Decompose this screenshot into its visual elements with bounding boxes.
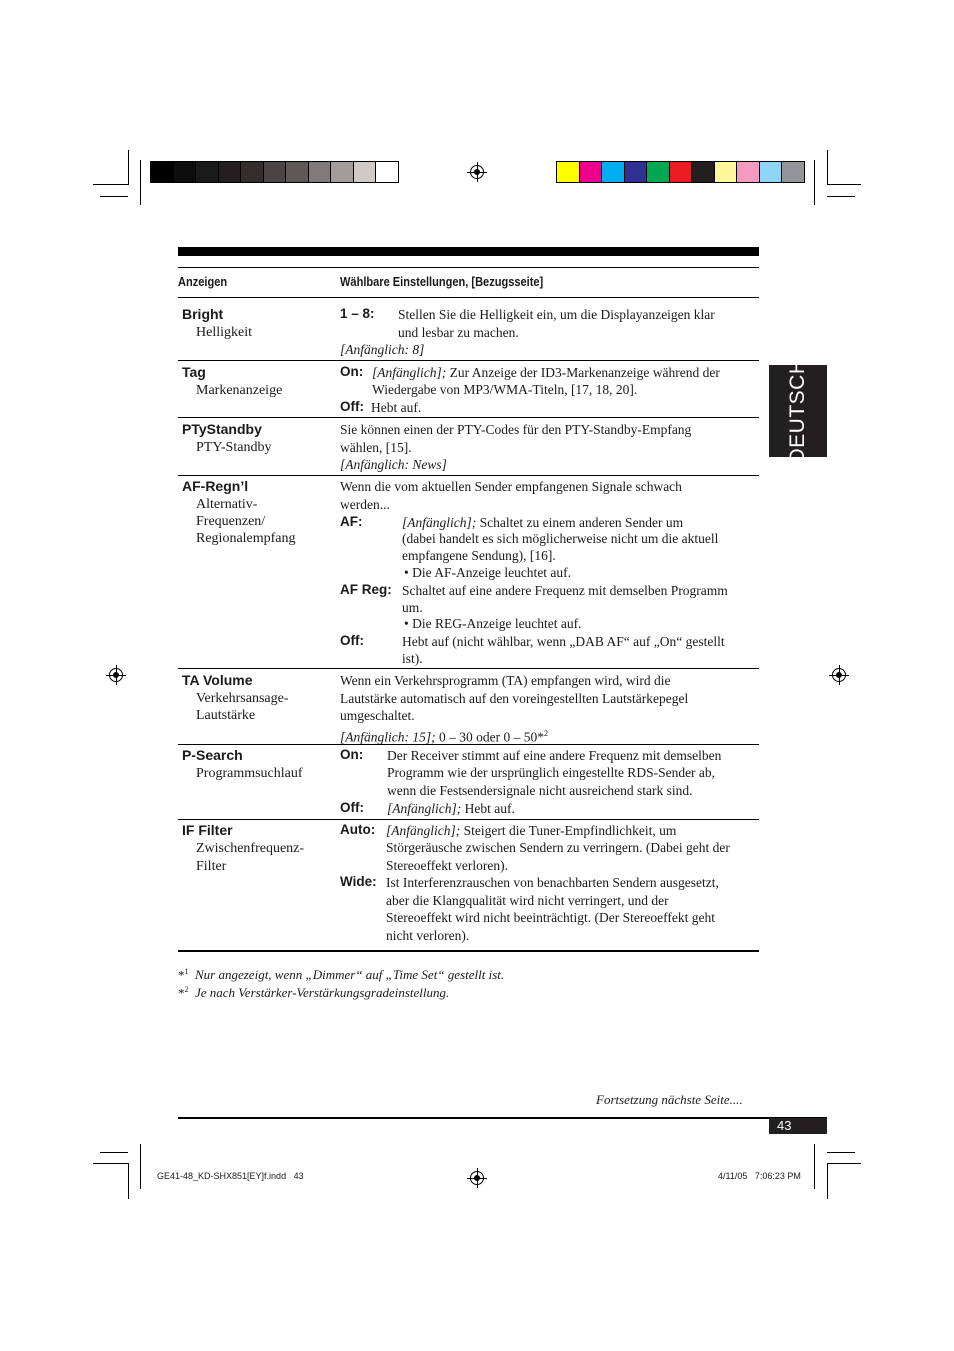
initial-marker: [Anfänglich: 15]; (340, 729, 436, 745)
divider (178, 475, 759, 476)
crop-mark (100, 196, 128, 197)
setting-name: AF-Regn’l (182, 478, 249, 494)
setting-name: P-Search (182, 747, 243, 763)
option-text (386, 822, 676, 840)
setting-description: Verkehrsansage- (196, 691, 289, 706)
color-swatch (240, 161, 264, 183)
option-text (387, 800, 515, 818)
option-text: Hebt auf. (371, 400, 422, 415)
footnote-number: 1 (184, 967, 189, 976)
option-label: AF Reg: (340, 582, 392, 597)
setting-description: Lautstärke (196, 708, 256, 723)
color-swatch (601, 161, 625, 183)
table-bottom-rule (178, 950, 759, 952)
option-label: Off: (340, 399, 364, 414)
crop-mark (827, 184, 861, 185)
footnote-number: 2 (184, 985, 189, 994)
color-swatch (624, 161, 648, 183)
color-swatch (646, 161, 670, 183)
option-text-part: Zur Anzeige der ID3-Markenanzeige während der (446, 365, 720, 380)
column-header-display: Anzeigen (178, 274, 228, 289)
divider (178, 668, 759, 669)
bullet-text: • Die AF-Anzeige leuchtet auf. (404, 565, 572, 580)
option-text (402, 514, 683, 532)
color-swatch (691, 161, 715, 183)
crop-mark (814, 1144, 815, 1189)
footnote-text: Je nach Verstärker-Verstärkungsgradeinstellung. (195, 985, 450, 1000)
color-swatch (263, 161, 287, 183)
option-text: aber die Klangqualität wird nicht verringert, und der (386, 893, 669, 908)
setting-description: Helligkeit (196, 325, 252, 340)
color-swatch (195, 161, 219, 183)
registration-mark-icon (470, 1171, 484, 1185)
option-text: um. (402, 600, 423, 615)
setting-description: Filter (196, 859, 227, 874)
option-label: Off: (340, 800, 364, 815)
option-text: und lesbar zu machen. (398, 325, 519, 340)
option-label: 1 – 8: (340, 306, 375, 321)
initial-value (340, 725, 548, 746)
option-text-part: Steigert die Tuner-Empfindlichkeit, um (460, 823, 677, 838)
divider (178, 297, 759, 298)
footnote-ref: 2 (544, 729, 548, 738)
setting-name: IF Filter (182, 822, 233, 838)
option-text: Programm wie der ursprünglich eingestellte RDS-Sender ab, (387, 765, 716, 780)
option-text: Schaltet auf eine andere Frequenz mit demselben Programm (402, 583, 728, 598)
setting-description: Programmsuchlauf (196, 766, 303, 781)
option-text: ist). (402, 651, 423, 666)
setting-name: Bright (182, 306, 224, 322)
color-swatch (579, 161, 603, 183)
registration-mark-icon (109, 668, 123, 682)
color-swatch (353, 161, 377, 183)
footnote-mark: * (178, 985, 185, 1001)
option-text: Stellen Sie die Helligkeit ein, um die Displayanzeigen klar (398, 307, 715, 322)
option-text: werden... (340, 497, 390, 512)
option-label: Auto: (340, 822, 376, 837)
option-text: Der Receiver stimmt auf eine andere Frequenz mit demselben (387, 748, 722, 763)
color-swatch (285, 161, 309, 183)
divider (178, 417, 759, 418)
crop-mark (140, 1144, 141, 1189)
option-text (372, 364, 720, 382)
page-number-tab (769, 1118, 827, 1134)
option-text: Sie können einen der PTY-Codes für den PTY-Standby-Empfang (340, 422, 692, 437)
divider (178, 744, 759, 745)
crop-mark (128, 150, 129, 185)
footnote (178, 967, 505, 983)
option-text: Wenn ein Verkehrsprogramm (TA) empfangen wird, wird die (340, 673, 671, 688)
setting-description: Regionalempfang (196, 531, 296, 546)
option-text: wenn die Festsendersignale nicht ausreichend stark sind. (387, 783, 693, 798)
footnote-text: Nur angezeigt, wenn „Dimmer“ auf „Time Set“ gestellt ist. (195, 967, 505, 982)
color-swatch (308, 161, 332, 183)
setting-description: Zwischenfrequenz- (196, 841, 305, 856)
option-text-part: Schaltet zu einem anderen Sender um (476, 515, 684, 530)
crop-mark (93, 1163, 129, 1164)
color-swatch (375, 161, 399, 183)
language-tab-label: DEUTSCH (786, 358, 809, 464)
initial-value: [Anfänglich: News] (340, 457, 447, 472)
initial-marker: [Anfänglich]; (387, 801, 462, 816)
setting-name: TA Volume (182, 672, 253, 688)
option-label: On: (340, 747, 364, 762)
initial-marker: [Anfänglich]; (402, 515, 477, 530)
option-text: Stereoeffekt verloren). (386, 858, 508, 873)
language-tab (769, 358, 827, 464)
crop-mark (140, 160, 141, 205)
crop-mark (827, 196, 855, 197)
divider (178, 360, 759, 361)
crop-mark (827, 150, 828, 185)
color-swatch (714, 161, 738, 183)
registration-mark-icon (832, 668, 846, 682)
color-swatch (669, 161, 693, 183)
range-text: 0 – 30 oder 0 – 50* (435, 729, 544, 745)
option-text: empfangene Sendung), [16]. (402, 548, 556, 563)
setting-description: PTY-Standby (196, 440, 272, 455)
page-number: 43 (777, 1118, 792, 1133)
setting-name: Tag (182, 364, 206, 380)
setting-description: Markenanzeige (196, 383, 283, 398)
option-text: Stereoeffekt wird nicht beeinträchtigt. (Der Stereoeffekt geht (386, 910, 715, 925)
bottom-rule (178, 1117, 827, 1119)
crop-mark (128, 1163, 129, 1199)
option-text: wählen, [15]. (340, 440, 412, 455)
option-text: Lautstärke automatisch auf den voreingestellten Lautstärkepegel (340, 691, 689, 706)
column-header-settings: Wählbare Einstellungen, [Bezugsseite] (340, 274, 544, 289)
registration-mark-icon (470, 165, 484, 179)
bullet-text: • Die REG-Anzeige leuchtet auf. (404, 616, 582, 631)
crop-mark (827, 1152, 855, 1153)
option-text: Wiedergabe von MP3/WMA-Titeln, [17, 18, 20]. (372, 382, 638, 397)
color-swatch (173, 161, 197, 183)
setting-description: Frequenzen/ (196, 514, 266, 529)
footnote (178, 985, 450, 1001)
option-text: Wenn die vom aktuellen Sender empfangenen Signale schwach (340, 479, 682, 494)
initial-value: [Anfänglich: 8] (340, 342, 425, 357)
option-label: AF: (340, 514, 363, 529)
option-label: Wide: (340, 874, 377, 889)
crop-mark (93, 184, 129, 185)
color-swatch (781, 161, 805, 183)
option-text: Störgeräusche zwischen Sendern zu verringern. (Dabei geht der (386, 840, 730, 855)
crop-mark (814, 160, 815, 205)
option-text-part: Hebt auf. (461, 801, 515, 816)
setting-description: Alternativ- (196, 497, 258, 512)
table-top-bar (178, 247, 759, 256)
setting-name: PTyStandby (182, 421, 262, 437)
divider (178, 267, 759, 268)
option-text: (dabei handelt es sich möglicherweise nicht um die aktuell (402, 531, 719, 546)
footnote-mark: * (178, 967, 185, 983)
crop-mark (100, 1152, 128, 1153)
option-label: On: (340, 364, 364, 379)
option-text: umgeschaltet. (340, 708, 415, 723)
crop-mark (827, 1163, 828, 1199)
option-text: Hebt auf (nicht wählbar, wenn „DAB AF“ auf „On“ gestellt (402, 634, 725, 649)
option-text: nicht verloren). (386, 928, 470, 943)
color-swatch (330, 161, 354, 183)
divider (178, 819, 759, 820)
initial-marker: [Anfänglich]; (386, 823, 461, 838)
color-swatch (218, 161, 242, 183)
initial-marker: [Anfänglich]; (372, 365, 447, 380)
color-swatch (736, 161, 760, 183)
slug-date: 4/11/05 7:06:23 PM (718, 1171, 801, 1181)
option-label: Off: (340, 633, 364, 648)
color-swatch (759, 161, 783, 183)
crop-mark (827, 1163, 861, 1164)
slug-filename: GE41-48_KD-SHX851[EY]f.indd 43 (157, 1171, 304, 1181)
color-swatch (150, 161, 174, 183)
color-swatch (556, 161, 580, 183)
option-text: Ist Interferenzrauschen von benachbarten Sendern ausgesetzt, (386, 875, 719, 890)
continued-note: Fortsetzung nächste Seite.... (596, 1092, 743, 1107)
